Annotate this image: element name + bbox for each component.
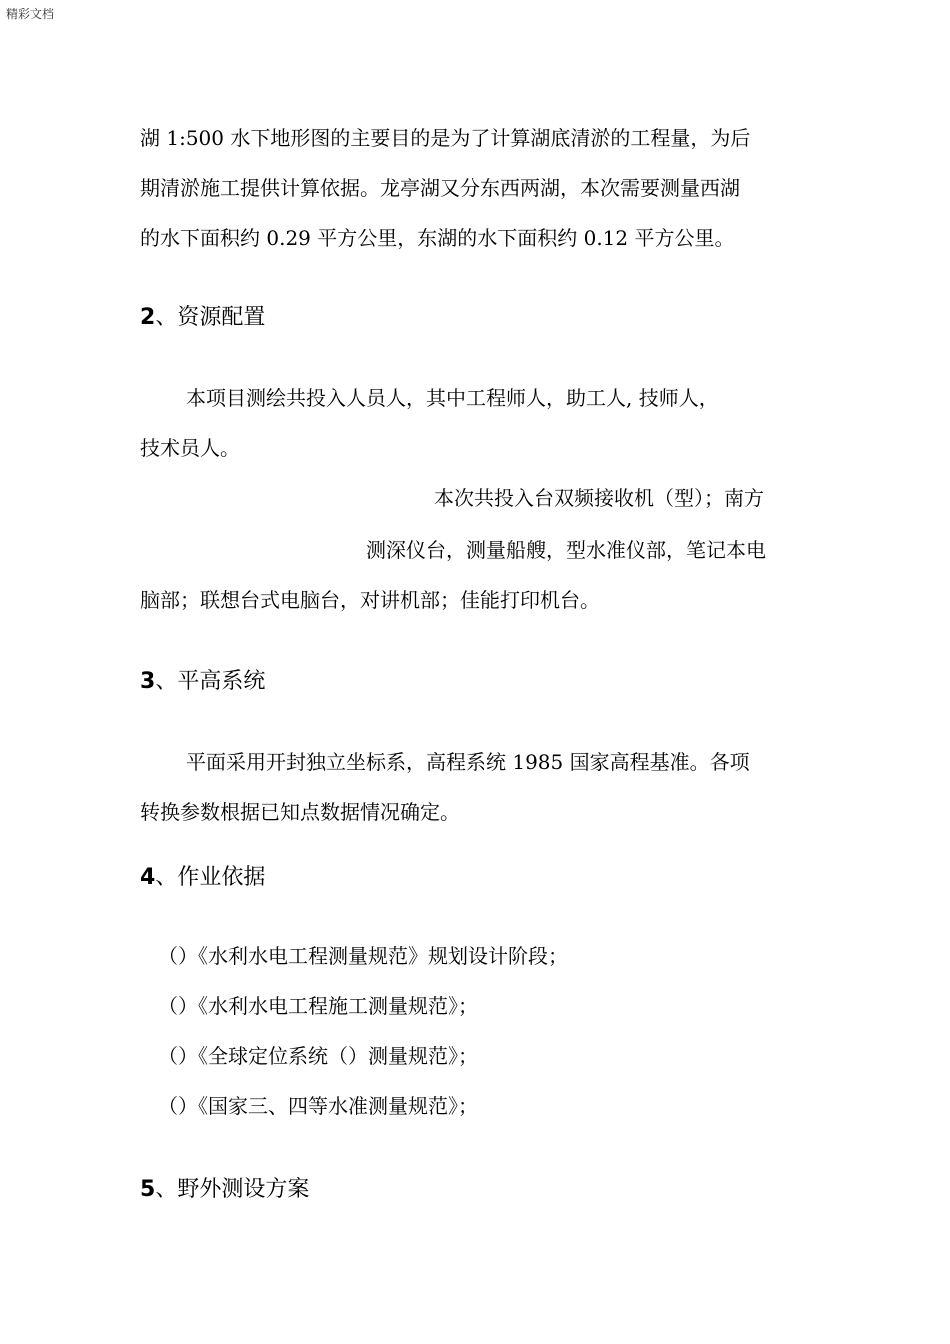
section-3-number: 3: [140, 669, 156, 694]
section-5-heading: [140, 1176, 309, 1204]
section-4-number: 4: [140, 865, 156, 890]
section-2-heading: [140, 304, 265, 332]
intro-line-1: 湖 1:500 水下地形图的主要目的是为了计算湖底清淤的工程量，为后: [140, 126, 751, 150]
section-2-paragraph-2-line-1: 本次共投入台双频接收机（型）；南方: [434, 486, 764, 510]
reference-item-2: （）《水利水电工程施工测量规范》；: [158, 994, 478, 1018]
section-2-number: 2: [140, 305, 156, 330]
section-2-paragraph-2-line-3: 脑部；联想台式电脑台，对讲机部；佳能打印机台。: [140, 588, 600, 612]
reference-item-4: （）《国家三、四等水准测量规范》；: [158, 1094, 478, 1118]
corner-mark: 精彩文档: [6, 7, 55, 21]
section-3-paragraph-line-1: 平面采用开封独立坐标系，高程系统 1985 国家高程基准。各项: [186, 750, 750, 774]
intro-line-2: 期清淤施工提供计算依据。龙亭湖又分东西两湖，本次需要测量西湖: [140, 176, 740, 200]
section-3-paragraph-line-2: 转换参数根据已知点数据情况确定。: [140, 800, 460, 824]
section-5-number: 5: [140, 1177, 156, 1202]
reference-item-1: （）《水利水电工程测量规范》规划设计阶段；: [158, 944, 568, 968]
section-4-heading: [140, 864, 265, 892]
section-5-title: 、野外测设方案: [155, 1177, 310, 1202]
intro-line-3: 的水下面积约 0.29 平方公里，东湖的水下面积约 0.12 平方公里。: [140, 226, 735, 250]
section-2-paragraph-1-line-1: 本项目测绘共投入人员人，其中工程师人，助工人, 技师人，: [186, 386, 719, 410]
reference-item-3: （）《全球定位系统（）测量规范》；: [158, 1044, 478, 1068]
section-2-title: 、资源配置: [155, 305, 266, 330]
section-2-paragraph-2-line-2: 测深仪台，测量船艘，型水准仪部，笔记本电: [366, 538, 766, 562]
section-4-title: 、作业依据: [155, 865, 266, 890]
section-3-title: 、平高系统: [155, 669, 266, 694]
section-2-paragraph-1-line-2: 技术员人。: [140, 436, 240, 460]
section-3-heading: [140, 668, 265, 696]
